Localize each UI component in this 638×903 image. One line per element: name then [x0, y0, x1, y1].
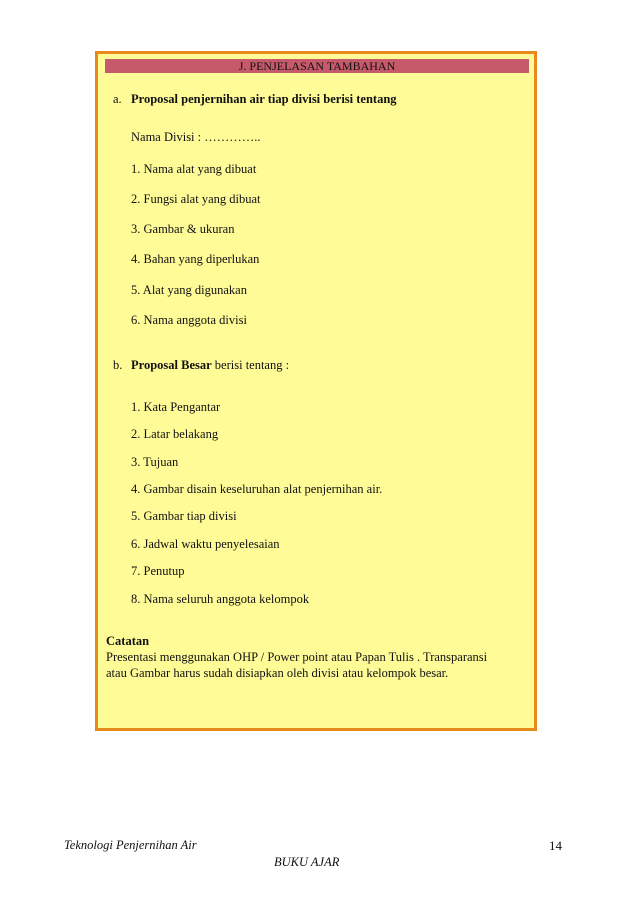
- footer-title: Teknologi Penjernihan Air: [64, 838, 197, 852]
- part-a-letter: a.: [113, 92, 122, 106]
- catatan-line: Presentasi menggunakan OHP / Power point atau Papan Tulis . Transparansi: [106, 650, 488, 664]
- part-b-letter: b.: [113, 358, 123, 372]
- info-box: [95, 51, 537, 731]
- part-a-heading: Proposal penjernihan air tiap divisi berisi tentang: [131, 92, 397, 106]
- part-a-item: 1. Nama alat yang dibuat: [131, 162, 257, 176]
- part-b-item: 5. Gambar tiap divisi: [131, 509, 237, 523]
- part-a-item: 2. Fungsi alat yang dibuat: [131, 192, 261, 206]
- part-b-heading: [131, 358, 289, 373]
- part-b-item: 3. Tujuan: [131, 455, 179, 469]
- part-b-heading-bold: Proposal Besar: [131, 358, 212, 372]
- page-number: 14: [549, 838, 562, 853]
- part-a-item: 4. Bahan yang diperlukan: [131, 252, 260, 266]
- section-title: J. PENJELASAN TAMBAHAN: [238, 59, 396, 73]
- part-b-item: 4. Gambar disain keseluruhan alat penjernihan air.: [131, 482, 383, 496]
- part-a-item: 3. Gambar & ukuran: [131, 222, 235, 236]
- part-b-heading-rest: berisi tentang :: [211, 358, 290, 372]
- section-title-bar: [105, 59, 529, 73]
- part-a-item: 6. Nama anggota divisi: [131, 313, 247, 327]
- part-a-item: 5. Alat yang digunakan: [131, 283, 247, 297]
- part-b-item: 2. Latar belakang: [131, 427, 219, 441]
- part-b-item: 1. Kata Pengantar: [131, 400, 221, 414]
- part-b-item: 8. Nama seluruh anggota kelompok: [131, 592, 310, 606]
- part-b-item: 6. Jadwal waktu penyelesaian: [131, 537, 280, 551]
- catatan-title: Catatan: [106, 634, 150, 648]
- part-a-item: Nama Divisi : …………..: [131, 130, 261, 144]
- footer-subtitle: BUKU AJAR: [274, 855, 340, 869]
- catatan-line: atau Gambar harus sudah disiapkan oleh divisi atau kelompok besar.: [106, 666, 449, 680]
- part-b-item: 7. Penutup: [131, 564, 185, 578]
